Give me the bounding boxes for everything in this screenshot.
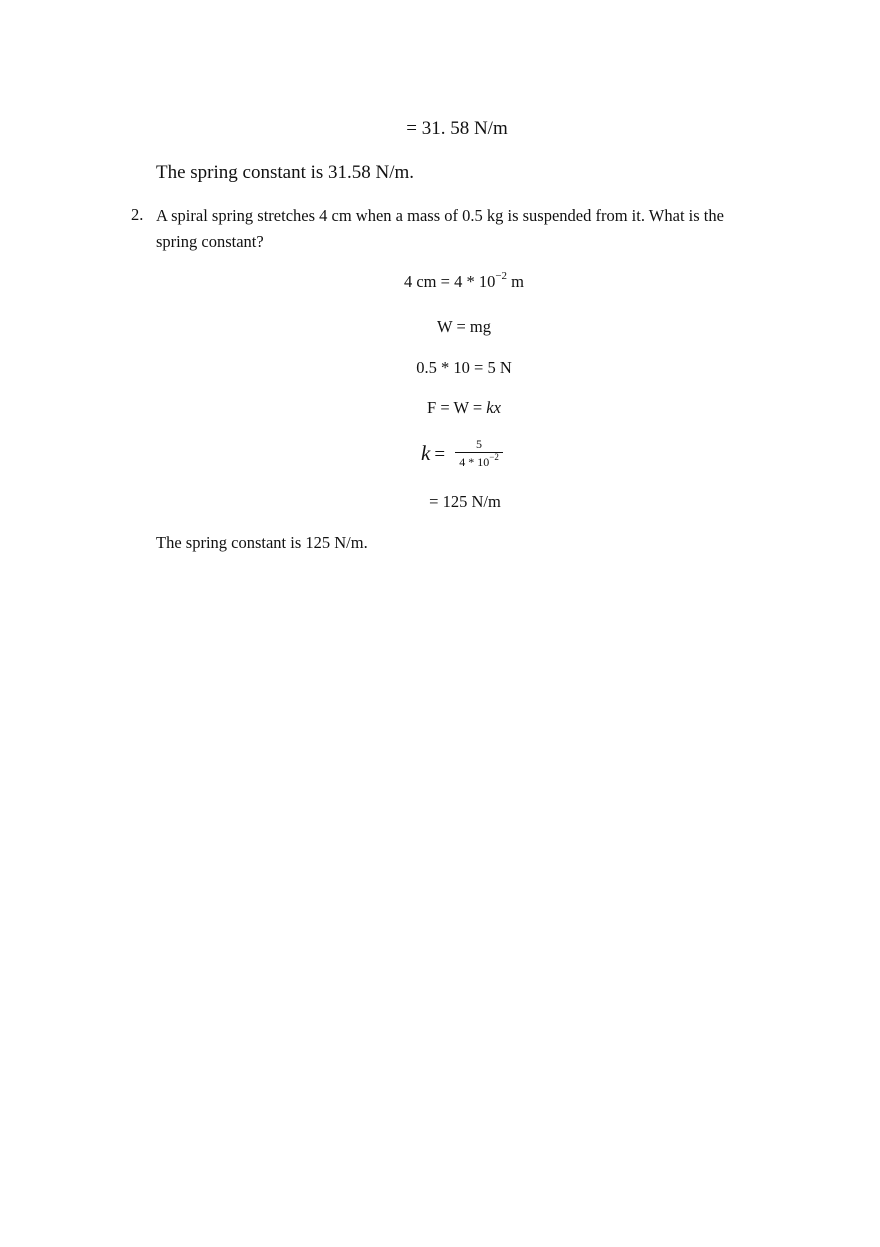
conversion-unit: m — [507, 272, 525, 291]
unit-conversion-line — [404, 272, 524, 292]
denominator-exponent: −2 — [489, 452, 499, 462]
question-text: A spiral spring stretches 4 cm when a mass of 0.5 kg is suspended from it. What is the spring constant? — [156, 206, 724, 251]
k-fraction-equation — [421, 437, 503, 470]
denominator-base: 4 * 10 — [459, 455, 490, 469]
prior-result-equals-line: = 31. 58 N/m — [406, 118, 508, 139]
k-equals-sign: = — [434, 444, 446, 465]
prior-result-conclusion: The spring constant is 31.58 N/m. — [156, 162, 415, 183]
question-conclusion: The spring constant is 125 N/m. — [156, 533, 368, 552]
force-equation — [427, 398, 501, 418]
k-result: = 125 N/m — [429, 492, 501, 511]
conversion-exponent: −2 — [495, 270, 508, 282]
fraction-denominator — [459, 453, 499, 470]
question-number: 2. — [131, 205, 144, 224]
conversion-prefix: 4 cm = 4 * 10 — [403, 272, 496, 291]
force-kx: kx — [486, 398, 501, 417]
weight-formula: W = mg — [437, 317, 491, 336]
fraction-numerator: 5 — [476, 437, 483, 451]
k-symbol: k — [421, 441, 431, 465]
k-fraction — [455, 437, 503, 470]
k-lhs — [421, 441, 445, 466]
force-prefix: F = W = — [427, 398, 487, 417]
weight-calculation: 0.5 * 10 = 5 N — [416, 358, 512, 377]
